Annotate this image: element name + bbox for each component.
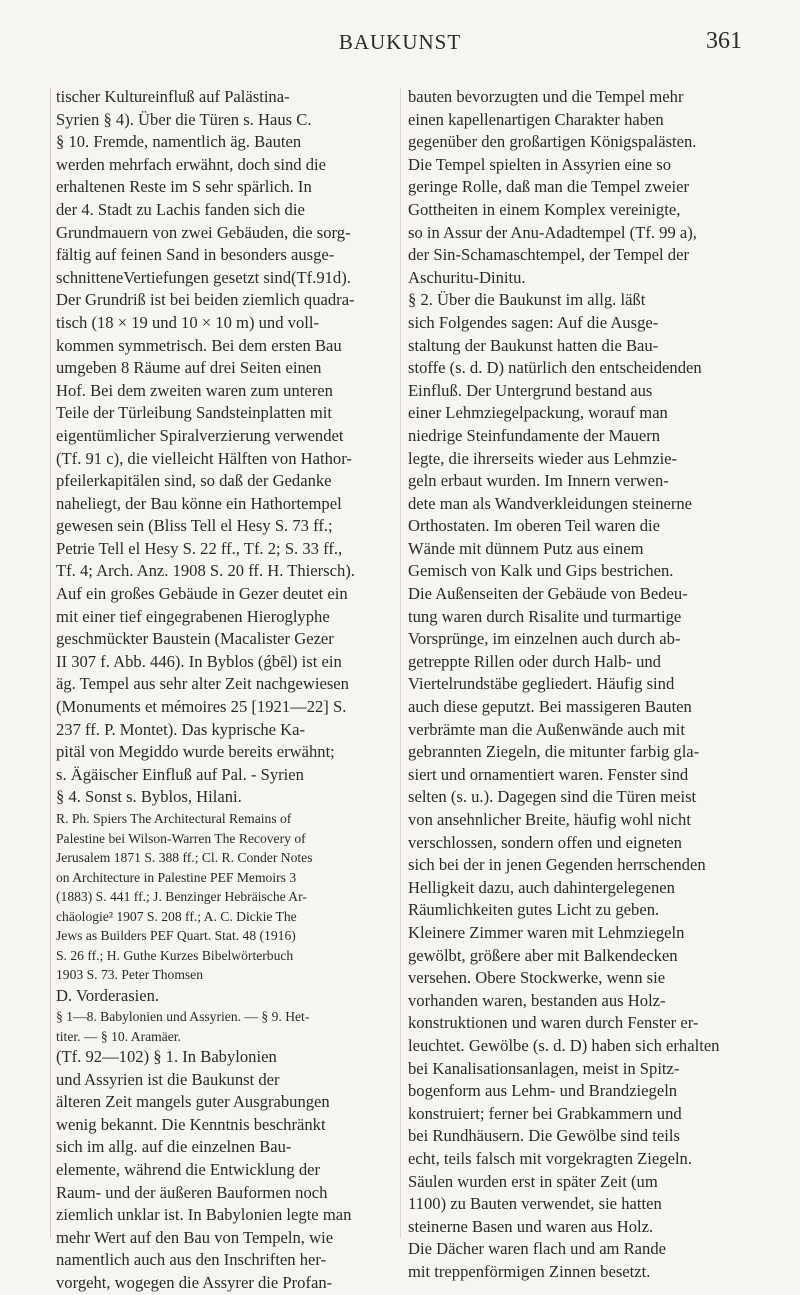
text-line: bei Rundhäusern. Die Gewölbe sind teils <box>408 1126 680 1146</box>
reference-line: Jerusalem 1871 S. 388 ff.; Cl. R. Conder Notes <box>56 850 313 865</box>
text-line: geln erbaut wurden. Im Innern verwen- <box>408 471 669 491</box>
reference-line: titer. — § 10. Aramäer. <box>56 1028 181 1044</box>
text-line: Die Dächer waren flach und am Rande <box>408 1239 667 1259</box>
text-line: fältig auf feinen Sand in besonders ausge- <box>56 245 335 265</box>
reference-line: R. Ph. Spiers The Architectural Remains of <box>56 811 292 826</box>
text-line: und Assyrien ist die Baukunst der <box>56 1069 280 1089</box>
text-line: Gottheiten in einem Komplex vereinigte, <box>408 199 681 219</box>
text-line: äg. Tempel aus sehr alter Zeit nachgewiesen <box>56 674 349 694</box>
text-line: einer Lehmziegelpackung, worauf man <box>408 403 668 423</box>
text-line: D. Vorderasien. <box>56 985 160 1005</box>
text-line: Kleinere Zimmer waren mit Lehmziegeln <box>408 922 685 942</box>
text-line: bauten bevorzugten und die Tempel mehr <box>408 87 684 106</box>
text-line: auch diese geputzt. Bei massigeren Bauten <box>408 697 692 717</box>
text-line: von ansehnlicher Breite, häufig wohl nicht <box>408 810 691 829</box>
text-line: so in Assur der Anu-Adadtempel (Tf. 99 a), <box>408 222 697 242</box>
text-line: konstruktionen und waren durch Fenster er- <box>408 1013 699 1033</box>
text-line: sich bei der in jenen Gegenden herrschenden <box>408 855 706 875</box>
text-line: Aschuritu-Dinitu. <box>408 267 526 287</box>
text-line: bei Kanalisationsanlagen, meist in Spitz- <box>408 1058 680 1078</box>
text-line: gewölbt, größere aber mit Balkendecken <box>408 945 678 965</box>
text-line: erhaltenen Reste im S sehr spärlich. In <box>56 177 312 197</box>
text-line: Räumlichkeiten gutes Licht zu geben. <box>408 900 660 920</box>
text-line: wenig bekannt. Die Kenntnis beschränkt <box>56 1114 326 1134</box>
text-line: § 2. Über die Baukunst im allg. läßt <box>408 290 646 310</box>
text-line: Petrie Tell el Hesy S. 22 ff., Tf. 2; S. 33 ff., <box>56 538 343 558</box>
text-line: Tf. 4; Arch. Anz. 1908 S. 20 ff. H. Thiersch). <box>56 561 355 581</box>
text-line: sich Folgendes sagen: Auf die Ausge- <box>408 312 659 332</box>
reference-line: Palestine bei Wilson-Warren The Recovery of <box>56 830 306 846</box>
text-line: schnitteneVertiefungen gesetzt sind(Tf.91d). <box>56 267 351 287</box>
text-line: Die Tempel spielten in Assyrien eine so <box>408 154 672 174</box>
text-line: werden mehrfach erwähnt, doch sind die <box>56 154 327 174</box>
text-line: umgeben 8 Räume auf drei Seiten einen <box>56 358 322 378</box>
text-line: Teile der Türleibung Sandsteinplatten mit <box>56 403 332 423</box>
page-edge-rule <box>50 88 51 1238</box>
text-line: einen kapellenartigen Charakter haben <box>408 109 664 129</box>
text-line: dete man als Wandverkleidungen steinerne <box>408 493 693 513</box>
text-line: 1100) zu Bauten verwendet, sie hatten <box>408 1194 662 1214</box>
text-line: Säulen wurden erst in später Zeit (um <box>408 1171 658 1191</box>
reference-line: chäologie² 1907 S. 208 ff.; A. C. Dickie The <box>56 908 297 924</box>
text-line: tisch (18 × 19 und 10 × 10 m) und voll- <box>56 312 319 332</box>
text-line: Der Grundriß ist bei beiden ziemlich quadra- <box>56 290 355 310</box>
text-line: (Tf. 92—102) § 1. In Babylonien <box>56 1047 277 1067</box>
text-line: stoffe (s. d. D) natürlich den entscheidenden <box>408 358 702 378</box>
text-line: staltung der Baukunst hatten die Bau- <box>408 335 659 355</box>
text-line: selten (s. u.). Dagegen sind die Türen meist <box>408 787 697 807</box>
text-line: (Tf. 91 c), die vielleicht Hälften von Hathor- <box>56 448 352 468</box>
text-line: tischer Kultureinfluß auf Palästina- <box>56 87 290 106</box>
text-line: tung waren durch Risalite und turmartige <box>408 606 682 626</box>
text-line: konstruiert; ferner bei Grabkammern und <box>408 1103 682 1123</box>
text-line: 237 ff. P. Montet). Das kyprische Ka- <box>56 719 306 739</box>
text-line: siert und ornamentiert waren. Fenster sind <box>408 764 689 784</box>
text-line: bogenform aus Lehm- und Brandziegeln <box>408 1081 678 1101</box>
text-line: der 4. Stadt zu Lachis fanden sich die <box>56 199 305 219</box>
text-line: Syrien § 4). Über die Türen s. Haus C. <box>56 109 312 129</box>
text-line: der Sin-Schamaschtempel, der Tempel der <box>408 245 689 265</box>
text-line: verschlossen, sondern offen und eigneten <box>408 832 682 852</box>
text-line: II 307 f. Abb. 446). In Byblos (ǵbēl) ist ein <box>56 651 342 671</box>
reference-line: S. 26 ff.; H. Guthe Kurzes Bibelwörterbuch <box>56 947 294 963</box>
text-line: versehen. Obere Stockwerke, wenn sie <box>408 968 666 988</box>
text-line: gegenüber den großartigen Königspalästen. <box>408 132 697 152</box>
text-line: gebrannten Ziegeln, die mitunter farbig gla- <box>408 742 700 762</box>
text-line: ziemlich unklar ist. In Babylonien legte man <box>56 1205 352 1225</box>
text-line: eigentümlicher Spiralverzierung verwendet <box>56 425 344 445</box>
page-number: 361 <box>706 28 742 54</box>
text-line: älteren Zeit mangels guter Ausgrabungen <box>56 1092 330 1112</box>
text-line: leuchtet. Gewölbe (s. d. D) haben sich erhalten <box>408 1035 720 1055</box>
reference-line: on Architecture in Palestine PEF Memoirs 3 <box>56 869 297 885</box>
reference-line: Jews as Builders PEF Quart. Stat. 48 (1916) <box>56 928 296 943</box>
text-line: steinerne Basen und waren aus Holz. <box>408 1216 654 1236</box>
text-line: Viertelrundstäbe gegliedert. Häufig sind <box>408 674 675 694</box>
text-line: s. Ägäischer Einfluß auf Pal. - Syrien <box>56 764 304 784</box>
text-line: Helligkeit dazu, auch dahintergelegenen <box>408 877 675 897</box>
text-line: Hof. Bei dem zweiten waren zum unteren <box>56 380 333 400</box>
text-line: geringe Rolle, daß man die Tempel zweier <box>408 177 689 197</box>
text-line: Raum- und der äußeren Bauformen noch <box>56 1182 328 1202</box>
text-line: verbrämte man die Außenwände auch mit <box>408 719 685 739</box>
running-header-title: BAUKUNST <box>338 30 462 54</box>
text-line: § 10. Fremde, namentlich äg. Bauten <box>56 132 302 152</box>
text-line: mit treppenförmigen Zinnen besetzt. <box>408 1261 651 1281</box>
text-line: namentlich auch aus den Inschriften her- <box>56 1250 327 1270</box>
text-line: geschmückter Baustein (Macalister Gezer <box>56 629 334 649</box>
text-line: legte, die ihrerseits wieder aus Lehmzie- <box>408 448 678 468</box>
text-line: § 4. Sonst s. Byblos, Hilani. <box>56 787 242 807</box>
text-line: Auf ein großes Gebäude in Gezer deutet ein <box>56 584 348 604</box>
right-text-column <box>408 86 748 1283</box>
text-line: Vorsprünge, im einzelnen auch durch ab- <box>408 629 681 649</box>
text-line: sich im allg. auf die einzelnen Bau- <box>56 1137 292 1157</box>
text-line: Wände mit dünnem Putz aus einem <box>408 538 644 558</box>
text-line: vorgeht, wogegen die Assyrer die Profan- <box>56 1273 333 1293</box>
text-line: gewesen sein (Bliss Tell el Hesy S. 73 ff.; <box>56 516 333 536</box>
text-line: Gemisch von Kalk und Gips bestrichen. <box>408 561 674 581</box>
text-line: mit einer tief eingegrabenen Hieroglyphe <box>56 606 330 626</box>
text-line: mehr Wert auf den Bau von Tempeln, wie <box>56 1227 334 1247</box>
text-line: elemente, während die Entwicklung der <box>56 1160 321 1180</box>
text-line: naheliegt, der Bau könne ein Hathortempel <box>56 493 342 513</box>
text-line: pfeilerkapitälen sind, so daß der Gedanke <box>56 471 332 491</box>
text-line: getreppte Rillen oder durch Halb- und <box>408 651 661 671</box>
text-line: Einfluß. Der Untergrund bestand aus <box>408 380 653 400</box>
reference-line: (1883) S. 441 ff.; J. Benzinger Hebräische Ar- <box>56 889 307 904</box>
text-line: pitäl von Megiddo wurde bereits erwähnt; <box>56 742 335 762</box>
text-line: Orthostaten. Im oberen Teil waren die <box>408 516 660 536</box>
left-text-column <box>56 86 396 1295</box>
reference-line: § 1—8. Babylonien und Assyrien. — § 9. Het- <box>56 1009 310 1025</box>
column-divider <box>400 88 401 1238</box>
text-line: vorhanden waren, bestanden aus Holz- <box>408 990 666 1010</box>
text-line: niedrige Steinfundamente der Mauern <box>408 425 661 445</box>
text-line: echt, teils falsch mit vorgekragten Ziegeln. <box>408 1148 692 1168</box>
text-line: Grundmauern von zwei Gebäuden, die sorg- <box>56 222 351 242</box>
reference-line: 1903 S. 73. Peter Thomsen <box>56 967 204 982</box>
text-line: (Monuments et mémoires 25 [1921—22] S. <box>56 697 347 717</box>
text-line: kommen symmetrisch. Bei dem ersten Bau <box>56 335 342 355</box>
text-line: Die Außenseiten der Gebäude von Bedeu- <box>408 584 688 604</box>
